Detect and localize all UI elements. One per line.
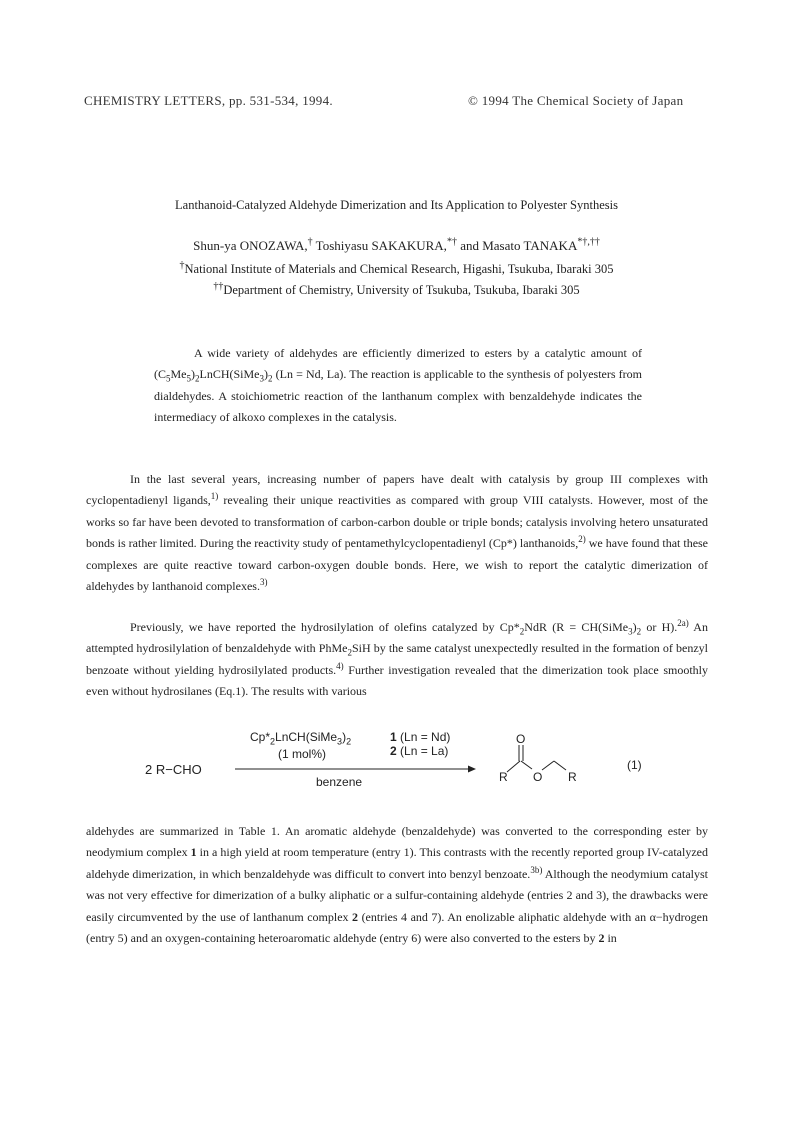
subscript: 3 — [628, 626, 633, 637]
catalyst-1-label: 1 (Ln = Nd) — [390, 730, 451, 744]
catalyst-formula: $Cp*_2LnCH(SiMe_3)_2$ — [250, 730, 352, 747]
reference-marker: 2a) — [677, 618, 689, 628]
subscript: 2 — [268, 373, 273, 384]
abstract-text: LnCH(SiMe — [199, 367, 260, 382]
reference-marker: 3) — [259, 577, 268, 588]
paragraph-text: Previously, we have reported the hydrosilylation of olefins catalyzed by Cp* — [130, 620, 520, 634]
author-mark: *† — [446, 236, 457, 248]
compound-number: 1 — [190, 845, 197, 860]
subscript: 5 — [166, 373, 171, 384]
r-group-left: R — [499, 770, 508, 784]
author-sakakura: Toshiyasu SAKAKURA, — [312, 238, 447, 253]
catalyst-2-label: 2 (Ln = La) — [390, 744, 449, 758]
copyright-notice: © 1994 The Chemical Society of Japan — [468, 93, 684, 108]
abstract — [154, 343, 642, 428]
reaction-arrowhead — [468, 766, 476, 773]
affiliation-mark: †† — [213, 280, 224, 292]
body-paragraph-3 — [86, 821, 708, 949]
paragraph-text: Although the neodymium catalyst was not very effective for dimerization of a bulky aliphatic or a sulfur-containing aldehyde (entries 2 and 3), the drawbacks were easily circumvented by the use of lanthanum complex — [86, 866, 708, 924]
author-list — [0, 238, 793, 254]
paragraph-text: we have found that these complexes are quite reactive toward carbon-oxygen double bonds. Here, we wish to report the catalytic dimerization of aldehydes by lanthanoid complexes. — [86, 536, 709, 594]
paragraph-text: SiH by the same catalyst unexpectedly resulted in the formation of benzyl benzoate without yielding hydrosilylated products. — [86, 641, 708, 677]
paragraph-text: In the last several years, increasing number of papers have dealt with catalysis by group III complexes with cyclopentadienyl ligands, — [86, 472, 708, 508]
journal-citation: CHEMISTRY LETTERS, pp. 531-534, 1994. — [84, 93, 333, 108]
body-paragraph-1 — [86, 469, 708, 597]
reaction-arrow-graphic — [140, 725, 660, 795]
bond-line — [554, 761, 566, 770]
affiliation-2 — [0, 280, 793, 298]
author-mark: *†,†† — [577, 236, 600, 248]
carbonyl-oxygen: O — [516, 732, 526, 746]
compound-number: 2 — [352, 909, 359, 924]
equation-number: (1) — [627, 758, 642, 772]
r-group-right: R — [568, 770, 577, 784]
author-mark: † — [307, 236, 313, 248]
compound-number: 2 — [598, 931, 605, 946]
reference-marker: 2) — [578, 534, 586, 545]
affiliation-1 — [0, 259, 793, 277]
reference-marker: 1) — [210, 491, 219, 502]
subscript: 3 — [259, 373, 264, 384]
bond-line — [507, 761, 520, 772]
reference-marker: 3b) — [530, 864, 543, 875]
body-paragraph-2 — [86, 617, 708, 703]
subscript: 2 — [636, 626, 642, 637]
affiliation-mark: † — [179, 259, 185, 271]
author-tanaka: and Masato TANAKA — [456, 238, 578, 253]
paragraph-text: Further investigation revealed that the dimerization took place smoothly even without hydrosilanes (Eq.1). The results with various — [86, 662, 708, 699]
reaction-scheme — [140, 725, 660, 795]
paragraph-text: revealing their unique reactivities as compared with group VIII catalysts. However, most of the works so far have been devoted to transformation of carbon-carbon double or triple bonds; catalysis involving hetero unsaturated bonds is rather limited. During the reactivity study of pentamethylcyclopentadienyl (Cp*) lanthanoids, — [86, 493, 708, 551]
abstract-text: A wide variety of aldehydes are efficiently dimerized to esters by a catalytic amount of (C — [154, 346, 642, 382]
paragraph-text: NdR (R = CH(SiMe — [524, 620, 629, 634]
abstract-text: Me — [170, 367, 187, 382]
paragraph-text: in — [604, 931, 617, 946]
paragraph-text: ) — [632, 620, 637, 634]
affiliation-text: National Institute of Materials and Chemical Research, Higashi, Tsukuba, Ibaraki 305 — [184, 262, 614, 276]
bond-line — [542, 761, 554, 770]
paragraph-text: in a high yield at room temperature (entry 1). This contrasts with the recently reported group IV-catalyzed aldehyde dimerization, in which benzaldehyde was difficult to convert into benzyl benzoate. — [86, 845, 708, 881]
abstract-text: ) — [264, 367, 268, 382]
subscript: 2 — [347, 647, 352, 658]
paragraph-text: An attempted hydrosilylation of benzaldehyde with PhMe — [86, 620, 708, 656]
paragraph-text: or H). — [641, 620, 678, 634]
abstract-text: (Ln = Nd, La). The reaction is applicable to the synthesis of polyesters from dialdehydes. A stoichiometric reaction of the lanthanum complex with benzaldehyde indicates the intermediacy of alkoxo complexes in the catalysis. — [154, 367, 642, 424]
reactant-aldehyde: 2 R−CHO — [145, 762, 202, 777]
subscript: 5 — [186, 373, 191, 384]
subscript: 2 — [195, 373, 200, 384]
catalyst-loading: (1 mol%) — [278, 747, 327, 761]
bond-line — [521, 761, 532, 769]
reference-marker: 4) — [336, 660, 344, 671]
article-title: Lanthanoid-Catalyzed Aldehyde Dimerization and Its Application to Polyester Synthesis — [175, 198, 618, 212]
abstract-text: ) — [191, 367, 195, 382]
ester-oxygen: O — [533, 770, 543, 784]
affiliation-text: Department of Chemistry, University of Tsukuba, Tsukuba, Ibaraki 305 — [223, 283, 580, 297]
subscript: 2 — [519, 626, 525, 637]
solvent-label: benzene — [316, 775, 363, 789]
author-onozawa: Shun-ya ONOZAWA, — [193, 238, 308, 253]
paragraph-text: (entries 4 and 7). An enolizable aliphatic aldehyde with an α−hydrogen (entry 5) and an oxygen-containing heteroaromatic aldehyde (entry 6) were also converted to the esters by — [86, 909, 708, 946]
paragraph-text: aldehydes are summarized in Table 1. An aromatic aldehyde (benzaldehyde) was converted to the corresponding ester by neodymium complex — [86, 824, 708, 860]
